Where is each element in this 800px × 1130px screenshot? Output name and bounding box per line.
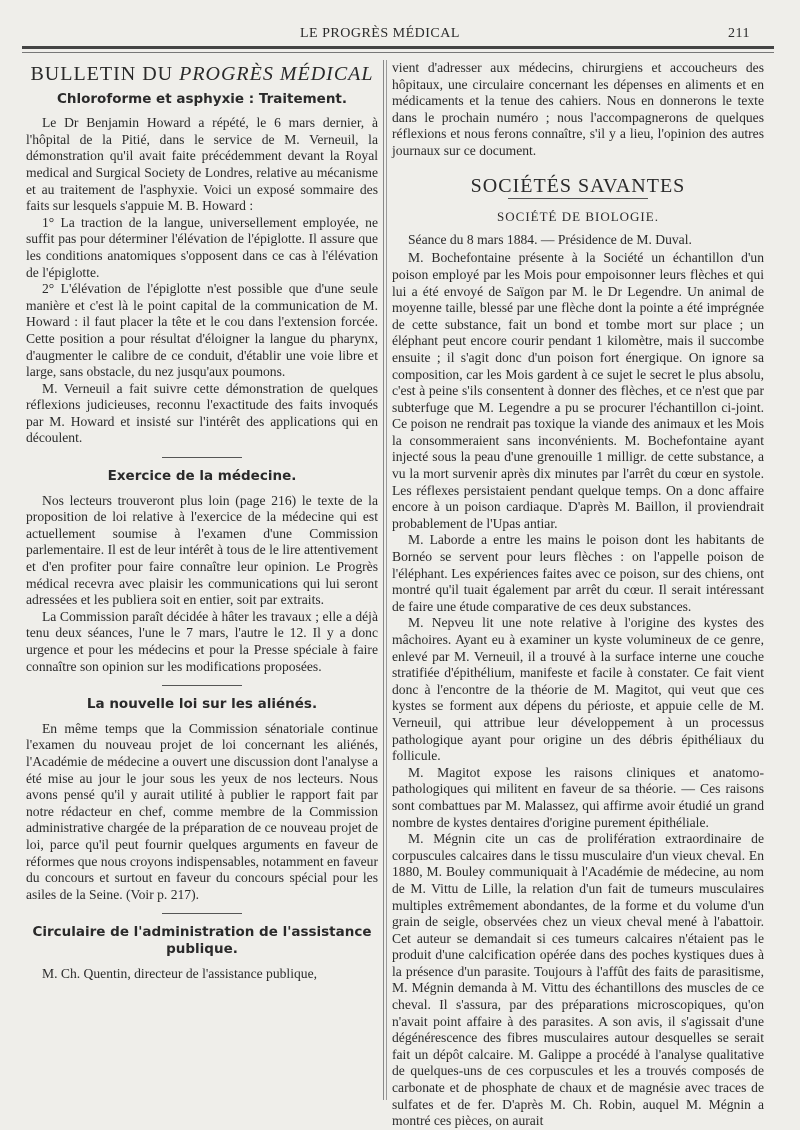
running-head — [0, 26, 800, 44]
column-divider-2 — [386, 60, 387, 1100]
paragraph: M. Verneuil a fait suivre cette démonstration de quelques réflexions judicieuses, reconnu l'exactitude des faits invoqués par M. Howard et insisté sur l'intérêt des applications qui en découlent. — [26, 380, 378, 446]
paragraph: vient d'adresser aux médecins, chirurgiens et accoucheurs des hôpitaux, une circulaire concernant les dépenses en aliments et en médicaments et la tenue des cahiers. Nous en donnerons le texte dans le prochain numéro ; nous l'accompagnerons de quelques réflexions et nous ferons connaître, s'il y a lieu, l'opinion des autres journaux sur ce document. — [392, 60, 764, 158]
column-divider — [383, 60, 384, 1100]
paragraph: 2° L'élévation de l'épiglotte n'est possible que d'une seule manière et c'est là le point capital de la communication de M. Howard : il faut placer la tête et le cou dans l'extension forcée. Cette position a pour résultat d'éloigner la langue du pharynx, d'augmenter le calibre de ce conduit, d'établir une voie libre et large, sans obstacle, du nez jusqu'aux poumons. — [26, 281, 378, 380]
right-column — [392, 60, 764, 1130]
paragraph: 1° La traction de la langue, universellement employée, ne suffit pas pour déterminer l'élévation de l'épiglotte. Il assure que les conditions anatomiques s'opposent dans ce cas à l'élévation de l'épiglotte. — [26, 214, 378, 280]
paragraph: M. Magitot expose les raisons cliniques et anatomo-pathologiques qui militent en faveur de sa théorie. — Ces raisons sont combattues par M. Malassez, qui affirme avoir étudié un grand nombre de kystes dentaires d'origine purement épithéliale. — [392, 764, 764, 830]
section-title-chloroforme: Chloroforme et asphyxie : Traitement. — [56, 90, 348, 107]
left-column — [26, 60, 378, 982]
societe-biologie-heading: SOCIÉTÉ DE BIOLOGIE. — [497, 209, 659, 225]
paragraph: M. Bochefontaine présente à la Société un échantillon d'un poison employé par les Mois pour empoisonner leurs flèches et qui lui a été envoyé de Saïgon par M. le Dr Legendre. Un animal de moyenne taille, blessé par une flèche dont la pointe a été imprégnée de cette substance, fait un bond et tombe mort sur place ; un éléphant peut encore courir pendant 1 kilomètre, mais il succombe ensuite ; il s'agit donc d'un poison fort énergique. On ignore sa composition, car les Mois gardent à ce sujet le secret le plus absolu, c'est à peine s'ils consentent à donner des flèches, et ce n'est que par subterfuge que M. Legendre a pu se procurer l'échantillon ci-joint. Ce poison ne rendrait pas toxique la viande des animaux et les Mois la consommeraient sans inconvénients. M. Bochefontaine ayant injecté sous la peau d'une grenouille 1 milligr. de cette substance, a vu la mort survenir après dix minutes par l'arrêt du cœur en systole. Les réflexes persistaient pendant quelque temps. On a donc affaire encore à un poison cardiaque. D'après M. Baillon, il proviendrait probablement de l'Upas antiar. — [392, 250, 764, 531]
paragraph: M. Mégnin cite un cas de prolifération extraordinaire de corpuscules calcaires dans le tissu musculaire d'un vieux cheval. En 1880, M. Bouley communiquait à l'Académie de médecine, au nom de M. Vittu de Lille, la relation d'un fait de tumeurs musculaires multiples extrêmement abondantes, de la forme et du volume d'un grain de seigle, observées chez un vieux cheval mené à l'abattoir. Cet auteur se demandait si ces tumeurs calcaires n'étaient pas le produit d'une calcification opérée dans des poches kystiques dues à la présence d'un parasite. Toujours à l'affût des faits de parasitisme, M. Mégnin demanda à M. Vittu des échantillons des muscles de ce cheval. Il s'assura, par des préparations microscopiques, qu'on n'avait point affaire à des parasites. A son avis, il s'agissait d'une dégénérescence des fibres musculaires autour desquelles se serait fait un dépôt calcaire. M. Galippe a procédé à l'analyse qualitative de quelques-uns de ces corpuscules et les a trouvés composés de carbonate et de phosphate de chaux et de magnésie avec traces de sulfates et de fer. D'après M. Ch. Robin, auquel M. Mégnin a montré ces pièces, on aurait — [392, 831, 764, 1129]
heading-rule — [508, 198, 648, 199]
bulletin-heading-a: BULLETIN DU — [30, 63, 180, 85]
bulletin-heading — [26, 63, 378, 85]
paragraph: La Commission paraît décidée à hâter les travaux ; elle a déjà tenu deux séances, l'une le 7 mars, l'autre le 12. Il y a donc urgence et pour les médecins et pour la Presse spéciale à faire connaître son opinion sur les modifications proposées. — [26, 608, 378, 674]
section-title-circulaire: Circulaire de l'administration de l'assistance publique. — [32, 924, 372, 957]
paragraph: En même temps que la Commission sénatoriale continue l'examen du nouveau projet de loi concernant les aliénés, l'Académie de médecine a ouvert une discussion dont l'analyse a été mise au jour le jour sous les yeux de nos lecteurs. Nous avons pensé qu'il y aurait utilité à publier le rapport fait par notre rédacteur en chef, comme membre de la Commission administrative chargée de la préparation de ce nouveau projet de loi, parce qu'il peut fournir quelques arguments en faveur de réformes que nous croyons indispensables, notamment en faveur du concours et surtout en faveur du concours spécial pour les asiles de la Seine. (Voir p. 217). — [26, 720, 378, 902]
paragraph: Nos lecteurs trouveront plus loin (page 216) le texte de la proposition de loi relative à l'exercice de la médecine qui est actuellement soumise à l'examen d'une Commission parlementaire. Il est de leur intérêt à tous de le lire attentivement et d'en profiter pour faire connaître leur opinion. Le Progrès médical recevra avec plaisir les communications qui lui seront adressées et les publiera soit en entier, soit par extraits. — [26, 492, 378, 608]
paragraph: M. Nepveu lit une note relative à l'origine des kystes des mâchoires. Ayant eu à examiner un kyste volumineux de ce genre, enlevé par M. Verneuil, il a trouvé à la surface interne une couche stratifiée d'épithélium, manifeste et facile à constater. Ce fait vient donc à l'encontre de la théorie de M. Magitot, qui veut que ces kystes se forment aux dépens du périoste, et appuie celle de M. Verneuil, qui attribue leur développement à un processus pathologique ayant pour origine un des débris épithéliaux du follicule. — [392, 615, 764, 764]
section-divider — [162, 685, 242, 686]
header-rule-thin — [22, 52, 774, 53]
section-divider — [162, 457, 242, 458]
paragraph: Le Dr Benjamin Howard a répété, le 6 mars dernier, à l'hôpital de la Pitié, dans le service de M. Verneuil, la démonstration qu'il avait faite précédemment devant la Royal medical and Surgical Society de Londres, relative au mécanisme et au traitement de l'asphyxie. Voici un exposé sommaire des faits sur lesquels s'appuie M. B. Howard : — [26, 115, 378, 214]
journal-title: LE PROGRÈS MÉDICAL — [300, 26, 460, 41]
section-divider — [162, 913, 242, 914]
header-rule — [22, 46, 774, 49]
seance-line: Séance du 8 mars 1884. — Présidence de M. Duval. — [408, 231, 692, 247]
page-number: 211 — [728, 26, 750, 41]
bulletin-heading-b: PROGRÈS MÉDICAL — [179, 63, 374, 85]
societes-savantes-heading: SOCIÉTÉS SAVANTES — [470, 174, 686, 197]
paragraph: M. Ch. Quentin, directeur de l'assistance publique, — [42, 965, 318, 981]
paragraph: M. Laborde a entre les mains le poison dont les habitants de Bornéo se servent pour leurs flèches : on l'appelle poison de l'éléphant. Les expériences faites avec ce poison, sur des chiens, ont montré qu'il tuait également par arrêt du cœur. Il serait intéressant de faire une étude comparative de ces deux substances. — [392, 532, 764, 614]
section-title-exercice: Exercice de la médecine. — [107, 468, 297, 485]
section-title-alienes: La nouvelle loi sur les aliénés. — [86, 696, 318, 713]
